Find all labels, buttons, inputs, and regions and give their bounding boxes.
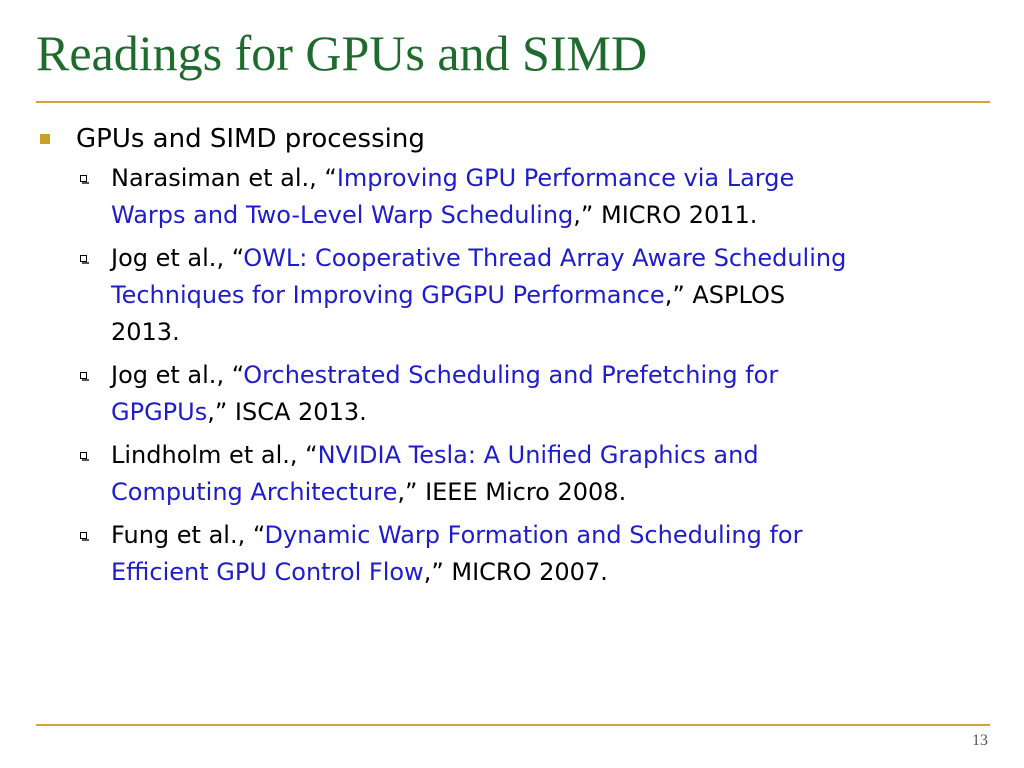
reference-title-link[interactable]: OWL: Cooperative Thread Array Aware Scheduling bbox=[243, 244, 847, 272]
reference-title-link[interactable]: Computing Architecture bbox=[111, 478, 398, 506]
reference-venue: IEEE Micro 2008. bbox=[425, 478, 627, 506]
reference-title-link[interactable]: Improving GPU Performance via Large bbox=[336, 164, 795, 192]
hollow-square-bullet-icon bbox=[80, 372, 87, 379]
reference-item: Jog et al., “OWL: Cooperative Thread Array Aware Scheduling Techniques for Improving GPGPU Performance,” ASPLOS 2013. bbox=[36, 240, 990, 351]
reference-authors: Fung et al. bbox=[111, 521, 238, 549]
reference-venue: ASPLOS bbox=[692, 281, 786, 309]
title-divider bbox=[36, 101, 990, 103]
reference-venue-year: 2013. bbox=[111, 318, 180, 346]
reference-title-link[interactable]: Orchestrated Scheduling and Prefetching for bbox=[243, 361, 779, 389]
slide-content bbox=[36, 120, 990, 597]
footer-divider bbox=[36, 724, 990, 726]
reference-item: Narasiman et al., “Improving GPU Performance via Large Warps and Two-Level Warp Scheduling,” MICRO 2011. bbox=[36, 160, 990, 234]
topic-bullet bbox=[36, 120, 990, 158]
reference-list bbox=[36, 160, 990, 591]
reference-title-link[interactable]: GPGPUs bbox=[111, 398, 208, 426]
square-bullet-icon bbox=[40, 134, 50, 144]
slide-title: Readings for GPUs and SIMD bbox=[36, 25, 648, 81]
reference-venue: MICRO 2011. bbox=[600, 201, 758, 229]
reference-authors: Narasiman et al. bbox=[111, 164, 310, 192]
reference-authors: Jog et al. bbox=[111, 244, 217, 272]
reference-title-link[interactable]: Dynamic Warp Formation and Scheduling for bbox=[264, 521, 803, 549]
reference-title-link[interactable]: Techniques for Improving GPGPU Performance bbox=[111, 281, 665, 309]
reference-venue: MICRO 2007. bbox=[451, 558, 608, 586]
reference-title-link[interactable]: Efficient GPU Control Flow bbox=[111, 558, 424, 586]
reference-item: Jog et al., “Orchestrated Scheduling and Prefetching for GPGPUs,” ISCA 2013. bbox=[36, 357, 990, 431]
reference-title-link[interactable]: NVIDIA Tesla: A Unified Graphics and bbox=[317, 441, 759, 469]
hollow-square-bullet-icon bbox=[80, 175, 87, 182]
hollow-square-bullet-icon bbox=[80, 255, 87, 262]
reference-item: Lindholm et al., “NVIDIA Tesla: A Unified Graphics and Computing Architecture,” IEEE Micro 2008. bbox=[36, 437, 990, 511]
reference-title-link[interactable]: Warps and Two-Level Warp Scheduling bbox=[111, 201, 574, 229]
hollow-square-bullet-icon bbox=[80, 452, 87, 459]
reference-item: Fung et al., “Dynamic Warp Formation and Scheduling for Efficient GPU Control Flow,” MICRO 2007. bbox=[36, 517, 990, 591]
hollow-square-bullet-icon bbox=[80, 532, 87, 539]
reference-authors: Lindholm et al. bbox=[111, 441, 290, 469]
reference-authors: Jog et al. bbox=[111, 361, 217, 389]
reference-venue: ISCA 2013. bbox=[234, 398, 367, 426]
page-number: 13 bbox=[972, 732, 988, 749]
topic-text: GPUs and SIMD processing bbox=[76, 124, 425, 154]
